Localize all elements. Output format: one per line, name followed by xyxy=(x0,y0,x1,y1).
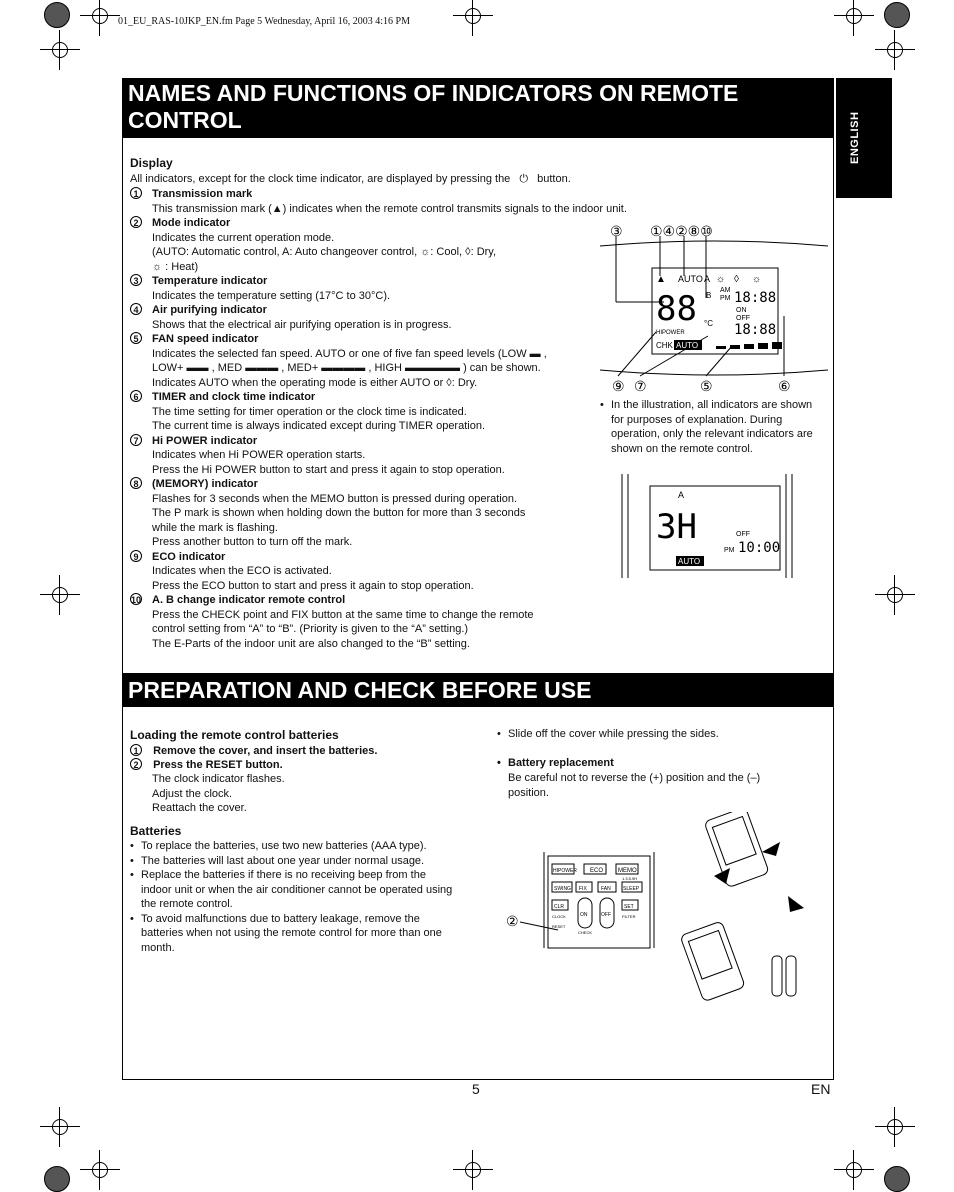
crop-mark xyxy=(875,1107,915,1147)
language-tab xyxy=(836,78,892,198)
lcd-diagram xyxy=(596,220,832,398)
battery-bullet-line: • To avoid malfunctions due to battery leakage, remove the xyxy=(141,912,420,927)
indicator-title-text: ECO indicator xyxy=(152,550,226,563)
svg-text:A: A xyxy=(704,274,711,284)
svg-text:3H: 3H xyxy=(656,507,697,547)
indicator-title-text: (MEMORY) indicator xyxy=(152,478,258,490)
indicator-title xyxy=(130,434,257,449)
indicator-title xyxy=(130,593,345,608)
crop-mark xyxy=(80,0,120,36)
battery-bullet-line: • To replace the batteries, use two new batteries (AAA type). xyxy=(141,839,427,854)
crop-mark xyxy=(453,0,493,36)
indicator-number: 7 xyxy=(130,434,142,446)
indicator-title-text: FAN speed indicator xyxy=(152,333,259,345)
svg-text:FIX: FIX xyxy=(579,886,587,892)
indicator-number: 5 xyxy=(130,332,142,344)
indicator-number: 8 xyxy=(130,477,142,489)
crop-mark xyxy=(40,30,80,70)
step-2-line: The clock indicator flashes. xyxy=(152,773,285,785)
svg-text:18:88: 18:88 xyxy=(734,290,777,306)
svg-text:88: 88 xyxy=(656,289,697,329)
svg-text:SWING: SWING xyxy=(554,886,571,892)
svg-text:PM: PM xyxy=(724,547,735,554)
svg-text:AM: AM xyxy=(720,287,731,294)
svg-text:☼: ☼ xyxy=(716,274,726,285)
indicator-desc-line: Indicates the current operation mode. xyxy=(152,231,335,244)
svg-text:AUTO: AUTO xyxy=(676,341,699,350)
replacement-line: position. xyxy=(508,786,549,799)
indicator-desc-line: This transmission mark (▲) indicates when the remote control transmits signals to the indoor unit. xyxy=(152,202,627,215)
indicator-desc-line: (AUTO: Automatic control, A: Auto changeover control, ☼: Cool, ◊: Dry, xyxy=(152,246,497,258)
svg-text:A: A xyxy=(678,490,685,500)
svg-text:10:00: 10:00 xyxy=(738,540,781,556)
indicator-number: 6 xyxy=(130,390,142,402)
indicator-desc-line: The time setting for timer operation or the clock time is indicated. xyxy=(152,405,467,418)
svg-text:CHK: CHK xyxy=(656,341,673,350)
battery-bullet-line: batteries when not using the remote control for more than one xyxy=(141,927,442,939)
svg-text:RESET: RESET xyxy=(552,924,566,929)
crop-mark xyxy=(834,1150,874,1190)
crop-mark xyxy=(834,0,874,36)
battery-bullet-line: indoor unit or when the air conditioner cannot be operated using xyxy=(141,883,453,896)
indicator-desc-line: Indicates when the ECO is activated. xyxy=(152,565,332,577)
crop-mark xyxy=(875,30,915,70)
callout-2: ② xyxy=(506,913,519,929)
indicator-desc-line: Press the CHECK point and FIX button at the same time to change the remote xyxy=(152,608,534,621)
svg-text:MEMO: MEMO xyxy=(618,868,637,874)
indicator-desc-line: The current time is always indicated except during TIMER operation. xyxy=(152,420,486,432)
step-2-line: Reattach the cover. xyxy=(152,802,247,814)
display-intro: All indicators, except for the clock time indicator, are displayed by pressing the ⏻ button. xyxy=(130,173,571,185)
battery-bullet-line: • The batteries will last about one year under normal usage. xyxy=(141,854,424,869)
step-2: 2 Press the RESET button. xyxy=(130,758,283,773)
illustration-note-line: operation, only the relevant indicators are xyxy=(611,428,813,440)
batteries-heading: Batteries xyxy=(130,824,182,838)
callout-9: ⑨ xyxy=(612,378,625,394)
replacement-heading: • Battery replacement xyxy=(508,756,614,771)
indicator-desc-line: ☼ : Heat) xyxy=(152,260,199,273)
callout-7: ⑦ xyxy=(634,378,647,394)
registration-disc xyxy=(44,1166,70,1192)
crop-mark xyxy=(453,1150,493,1190)
section-title-indicators: NAMES AND FUNCTIONS OF INDICATORS ON REMOTE CONTROL xyxy=(122,78,833,138)
illustration-note-line: for purposes of explanation. During xyxy=(611,413,783,426)
indicator-desc-line: while the mark is flashing. xyxy=(152,521,278,534)
callout-3: ③ xyxy=(610,223,623,239)
svg-text:18:88: 18:88 xyxy=(734,322,777,338)
svg-text:ECO: ECO xyxy=(590,868,604,874)
step-1: 1 Remove the cover, and insert the batteries. xyxy=(130,744,377,759)
indicator-title-text: Transmission mark xyxy=(152,188,253,200)
svg-text:HIPOWER: HIPOWER xyxy=(553,868,577,874)
indicator-desc-line: The E-Parts of the indoor unit are also changed to the “B” setting. xyxy=(152,637,470,650)
crop-mark xyxy=(40,575,80,615)
indicator-title-text: Air purifying indicator xyxy=(152,304,267,316)
indicator-title xyxy=(130,274,267,289)
svg-text:OFF: OFF xyxy=(736,315,750,322)
indicator-title xyxy=(130,303,267,318)
lcd-example xyxy=(620,474,794,578)
battery-bullet-line: • Replace the batteries if there is no receiving beep from the xyxy=(141,868,426,883)
svg-text:SET: SET xyxy=(624,904,634,910)
indicator-title xyxy=(130,216,230,231)
svg-text:PM: PM xyxy=(720,295,731,302)
svg-text:OFF: OFF xyxy=(736,531,750,538)
callout-6: ⑥ xyxy=(778,378,791,394)
indicator-title-text: A. B change indicator remote control xyxy=(152,594,346,606)
step-2-line: Adjust the clock. xyxy=(152,787,233,800)
indicator-desc-line: Flashes for 3 seconds when the MEMO button is pressed during operation. xyxy=(152,492,518,505)
svg-text:ON: ON xyxy=(736,307,747,314)
indicator-desc-line: LOW+ ▬▬ , MED ▬▬▬ , MED+ ▬▬▬▬ , HIGH ▬▬▬▬▬ ) can be shown. xyxy=(152,362,541,374)
power-icon: ⏻ xyxy=(519,173,529,185)
indicator-title xyxy=(130,477,258,492)
battery-bullet-line: the remote control. xyxy=(141,898,233,910)
replacement-line: Be careful not to reverse the (+) position and the (–) xyxy=(508,772,761,784)
illustration-note-line: shown on the remote control. xyxy=(611,442,753,455)
indicator-number: 1 xyxy=(130,187,142,199)
svg-text:AUTO: AUTO xyxy=(678,557,701,566)
indicator-desc-line: Shows that the electrical air purifying operation is in progress. xyxy=(152,318,452,331)
page-number: 5 xyxy=(472,1081,480,1097)
svg-text:1.3.5.9H: 1.3.5.9H xyxy=(622,876,638,881)
indicator-desc-line: The P mark is shown when holding down the button for more than 3 seconds xyxy=(152,507,526,519)
indicator-desc-line: Press the ECO button to start and press it again to stop operation. xyxy=(152,579,474,592)
svg-text:HIPOWER: HIPOWER xyxy=(656,330,685,336)
svg-text:FAN: FAN xyxy=(601,886,611,892)
svg-text:CLR: CLR xyxy=(554,904,565,910)
indicator-title xyxy=(130,550,225,565)
indicator-desc-line: Indicates the temperature setting (17°C to 30°C). xyxy=(152,289,391,302)
indicator-title-text: Mode indicator xyxy=(152,217,231,229)
crop-mark xyxy=(875,575,915,615)
language-code: EN xyxy=(811,1081,831,1097)
battery-bullet-line: month. xyxy=(141,941,175,954)
registration-disc xyxy=(44,2,70,28)
indicator-title xyxy=(130,187,252,202)
slide-note: • Slide off the cover while pressing the sides. xyxy=(508,727,719,742)
indicator-desc-line: Indicates AUTO when the operating mode is either AUTO or ◊: Dry. xyxy=(152,376,478,389)
display-heading: Display xyxy=(130,156,173,170)
svg-text:B: B xyxy=(706,291,712,300)
indicator-desc-line: control setting from “A” to “B”. (Priority is given to the “A” setting.) xyxy=(152,623,469,635)
indicator-title-text: TIMER and clock time indicator xyxy=(152,391,316,403)
indicator-title-text: Temperature indicator xyxy=(152,275,268,287)
registration-disc xyxy=(884,1166,910,1192)
indicator-number: 2 xyxy=(130,216,142,228)
callout-top: ①④②⑧⑩ xyxy=(650,223,713,239)
indicator-number: 9 xyxy=(130,550,142,562)
indicator-desc-line: Press the Hi POWER button to start and press it again to stop operation. xyxy=(152,463,505,476)
svg-text:°C: °C xyxy=(704,319,713,328)
svg-text:FILTER: FILTER xyxy=(622,914,636,919)
indicator-desc-line: Indicates when Hi POWER operation starts. xyxy=(152,449,366,461)
svg-text:◊: ◊ xyxy=(734,274,739,285)
svg-text:CLOCK: CLOCK xyxy=(552,914,566,919)
section-title-preparation: PREPARATION AND CHECK BEFORE USE xyxy=(122,673,833,707)
svg-text:AUTO: AUTO xyxy=(678,274,703,284)
indicator-number: 3 xyxy=(130,274,142,286)
indicator-number: 4 xyxy=(130,303,142,315)
svg-text:ON: ON xyxy=(580,912,588,918)
indicator-desc-line: Indicates the selected fan speed. AUTO or one of five fan speed levels (LOW ▬ , xyxy=(152,347,547,360)
crop-mark xyxy=(40,1107,80,1147)
indicator-number: 10 xyxy=(131,595,142,605)
indicator-title xyxy=(130,390,315,405)
svg-text:OFF: OFF xyxy=(601,912,611,918)
indicator-desc-line: Press another button to turn off the mark. xyxy=(152,536,353,548)
crop-mark xyxy=(80,1150,120,1190)
language-tab-label: ENGLISH xyxy=(849,111,861,164)
svg-text:☼: ☼ xyxy=(752,274,762,285)
indicator-title xyxy=(130,332,258,347)
registration-disc xyxy=(884,2,910,28)
callout-5: ⑤ xyxy=(700,378,713,394)
indicator-title-text: Hi POWER indicator xyxy=(152,434,258,447)
svg-text:CHECK: CHECK xyxy=(578,930,593,935)
svg-text:▲: ▲ xyxy=(656,274,666,285)
svg-text:SLEEP: SLEEP xyxy=(623,886,640,892)
loading-heading: Loading the remote control batteries xyxy=(130,728,339,742)
file-header: 01_EU_RAS-10JKP_EN.fm Page 5 Wednesday, April 16, 2003 4:16 PM xyxy=(118,16,410,27)
remote-illustration xyxy=(504,812,824,1008)
illustration-note-line: • In the illustration, all indicators are shown xyxy=(611,398,812,413)
